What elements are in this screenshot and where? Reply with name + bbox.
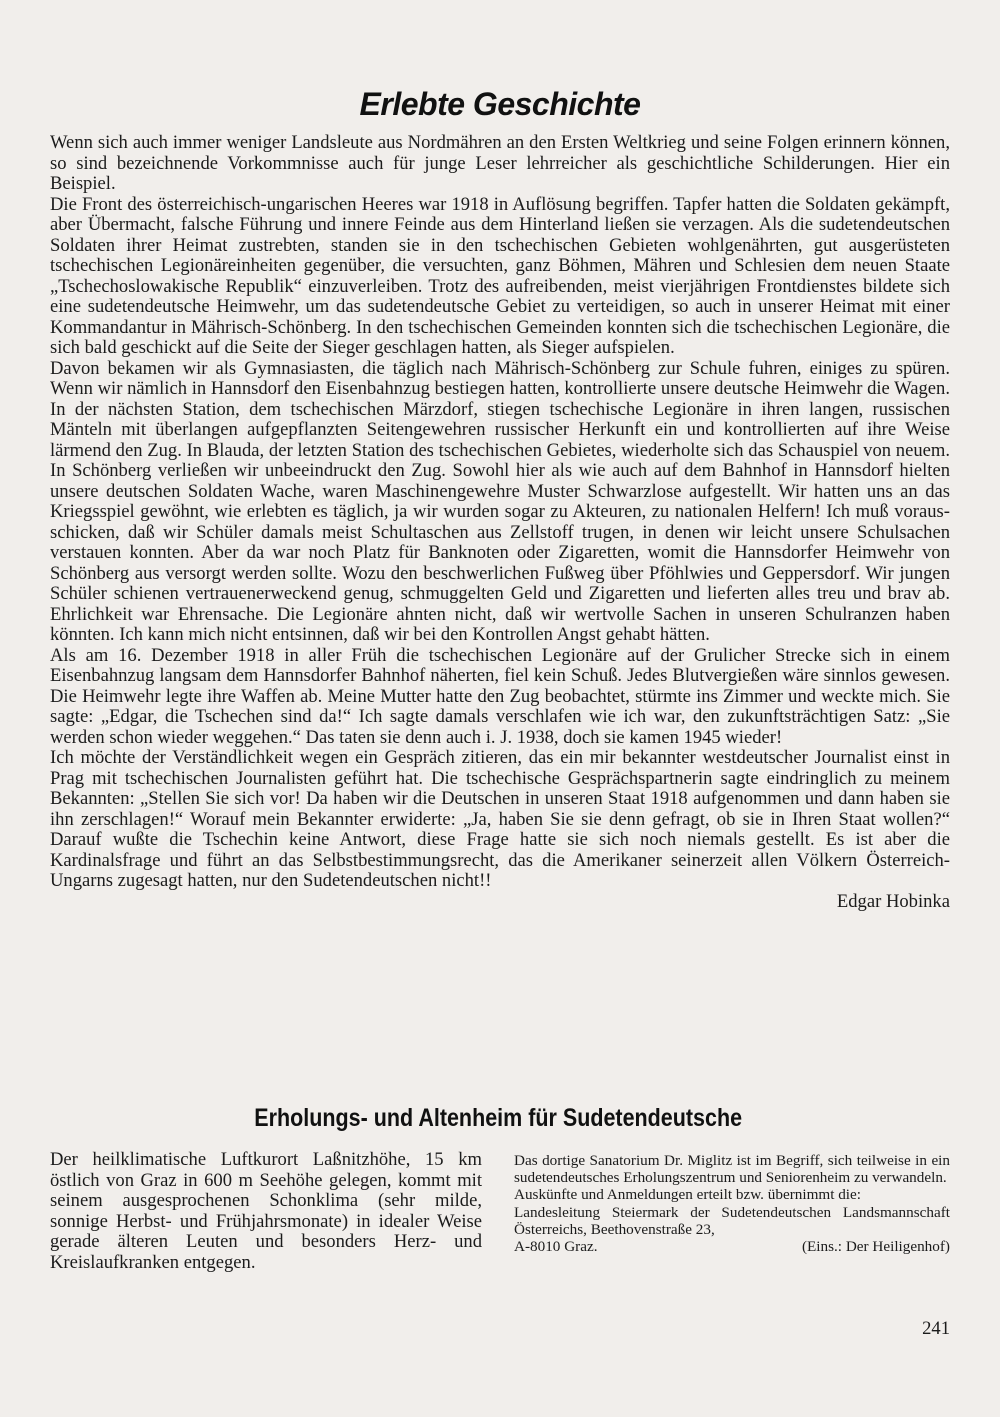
- notice-source: (Eins.: Der Heiligenhof): [801, 1238, 950, 1256]
- notice-paragraph: Das dortige Sanatorium Dr. Miglitz ist im Begriff, sich teilweise in ein sudetendeutsches Erholungszentrum und Seniorenheim zu verwandeln.: [514, 1152, 950, 1187]
- article-paragraph: Ich möchte der Verständlichkeit wegen ein Gespräch zitieren, das ein mir bekannter westdeutscher Journalist einst in Prag mit tschechischen Journalisten geführt hat. Die tschechische Gesprächspartnerin sagte eindringlich zu meinem Bekannten: „Stellen Sie sich vor! Da haben wir die Deutschen in unseren Staat 1918 aufgenommen und dann haben sie ihn zerschlagen!“ Worauf mein Bekannter erwiderte: „Ja, haben Sie sie denn gefragt, ob sie in Ihren Staat wollen?“ Darauf wußte die Tschechin keine Antwort, diese Frage hatte sie sich noch niemals gestellt. Es ist aber die Kardinalsfrage und führt an das Selbstbestimmungsrecht, das die Amerikaner seinerzeit allen Völkern Österreich-Ungarns zugesagt hatten, nur den Sudetendeutschen nicht!!: [50, 747, 950, 891]
- notice-paragraph: Auskünfte und Anmeldungen erteilt bzw. übernimmt die:: [514, 1186, 861, 1204]
- notice-title: Erholungs- und Altenheim für Sudetendeutsche: [254, 1104, 743, 1132]
- article-title: Erlebte Geschichte: [359, 86, 641, 122]
- page-number: 241: [922, 1318, 950, 1339]
- article-paragraph: Die Front des österreichisch-ungarischen Heeres war 1918 in Auflösung begriffen. Tapfer hatten die Soldaten gekämpft, aber Übermacht, falsche Führung und innere Feinde aus dem Hinterland ließen sie verzagen. Als die sudetendeutschen Soldaten ihrer Heimat zustrebten, standen sie in den tschechischen Gebieten wohlgenährten, gut ausgerüsteten tschechischen Legionäreinheiten gegenüber, die versuchten, ganz Böhmen, Mähren und Schlesien dem neuen Staate „Tschechoslowakische Republik“ einzuverleiben. Trotz des aufreibenden, meist vierjährigen Frontdienstes bildete sich eine sudetendeutsche Heimwehr, um das sudetendeutsche Gebiet zu verteidigen, so auch in unserer Heimat mit einer Kommandantur in Mährisch-Schönberg. In den tschechischen Gemeinden konnten sich die tschechischen Legionäre, die sich bald geschickt auf die Seite der Sieger geschlagen hatten, als Sieger aufspielen.: [50, 193, 950, 358]
- notice-city: A-8010 Graz.: [514, 1238, 598, 1256]
- article-paragraph: Davon bekamen wir als Gymnasiasten, die täglich nach Mährisch-Schönberg zur Schule fuhren, einiges zu spüren. Wenn wir nämlich in Hannsdorf den Eisenbahnzug bestiegen hatten, kontrollierte unsere deutsche Heimwehr die Wagen. In der nächsten Station, dem tschechischen Märzdorf, stiegen tschechische Legionäre in ihren langen, russischen Mänteln mit überlangen aufgepflanzten Seitengewehren russischer Herkunft ein und kontrollierten auf ihre Weise lärmend den Zug. In Blauda, der letzten Station des tschechischen Gebietes, wiederholte sich das Schauspiel von neuem. In Schönberg verließen wir unbeeindruckt den Zug. Sowohl hier als wie auch auf dem Bahnhof in Hannsdorf hielten unsere deutschen Soldaten Wache, waren Maschinengewehre Muster Schwarzlose aufgestellt. Wir hatten uns an das Kriegsspiel gewöhnt, wie erlebten es täglich, ja wir wurden sogar zu Akteuren, zu nationalen Helfern! Ich muß vorausschicken, daß wir Schüler damals meist Schultaschen aus Zellstoff trugen, in denen wir leicht unsere Schulsachen verstauen konnten. Aber da war noch Platz für Banknoten oder Zigaretten, womit die Hannsdorfer Heimwehr von Schönberg aus versorgt werden sollte. Wozu den beschwerlichen Fußweg über Pföhlwies und Geppersdorf. Wir jungen Schüler schienen vertrauenerweckend genug, schmuggelten Geld und Zigaretten und lieferten alles treu und brav ab. Ehrlichkeit war Ehrensache. Die Legionäre ahnten nicht, daß wir wertvolle Sachen in unseren Schulranzen haben könnten. Ich kann mich nicht entsinnen, daß wir bei den Kontrollen Angst gehabt hätten.: [50, 357, 950, 645]
- notice-address: Landesleitung Steiermark der Sudetendeutschen Landsmannschaft Österreichs, Beethovenstraße 23,: [514, 1203, 950, 1238]
- article-paragraph: Wenn sich auch immer weniger Landsleute aus Nordmähren an den Ersten Weltkrieg und seine Folgen erinnern können, so sind bezeichnende Vorkommnisse auch für junge Leser lehrreicher als geschichtliche Schilderungen. Hier ein Beispiel.: [50, 132, 950, 194]
- notice-left-column: Der heilklimatische Luftkurort Laßnitzhöhe, 15 km östlich von Graz in 600 m Seehöhe gelegen, kommt mit seinem ausgesprochenen Schonklima (sehr milde, sonnige Herbst- und Frühjahrsmonate) in idealer Weise gerade älteren Leuten und besonders Herz- und Kreislaufkranken entgegen.: [50, 1149, 482, 1273]
- article-paragraph: Als am 16. Dezember 1918 in aller Früh die tschechischen Legionäre auf der Grulicher Strecke sich in einem Eisenbahnzug langsam dem Hannsdorfer Bahnhof näherten, fiel kein Schuß. Jedes Blutvergießen wäre sinnlos gewesen. Die Heimwehr legte ihre Waffen ab. Meine Mutter hatte den Zug beobachtet, stürmte ins Zimmer und weckte mich. Sie sagte: „Edgar, die Tschechen sind da!“ Ich sagte damals verschlafen wie ich war, den zukunftsträchtigen Satz: „Sie werden schon wieder weggehen.“ Das taten sie denn auch i. J. 1938, doch sie kamen 1945 wieder!: [50, 644, 950, 748]
- notice-right-column: [514, 1152, 950, 1255]
- notice-address-line: [514, 1238, 950, 1255]
- article-author: Edgar Hobinka: [836, 890, 950, 912]
- article-body: [50, 133, 950, 912]
